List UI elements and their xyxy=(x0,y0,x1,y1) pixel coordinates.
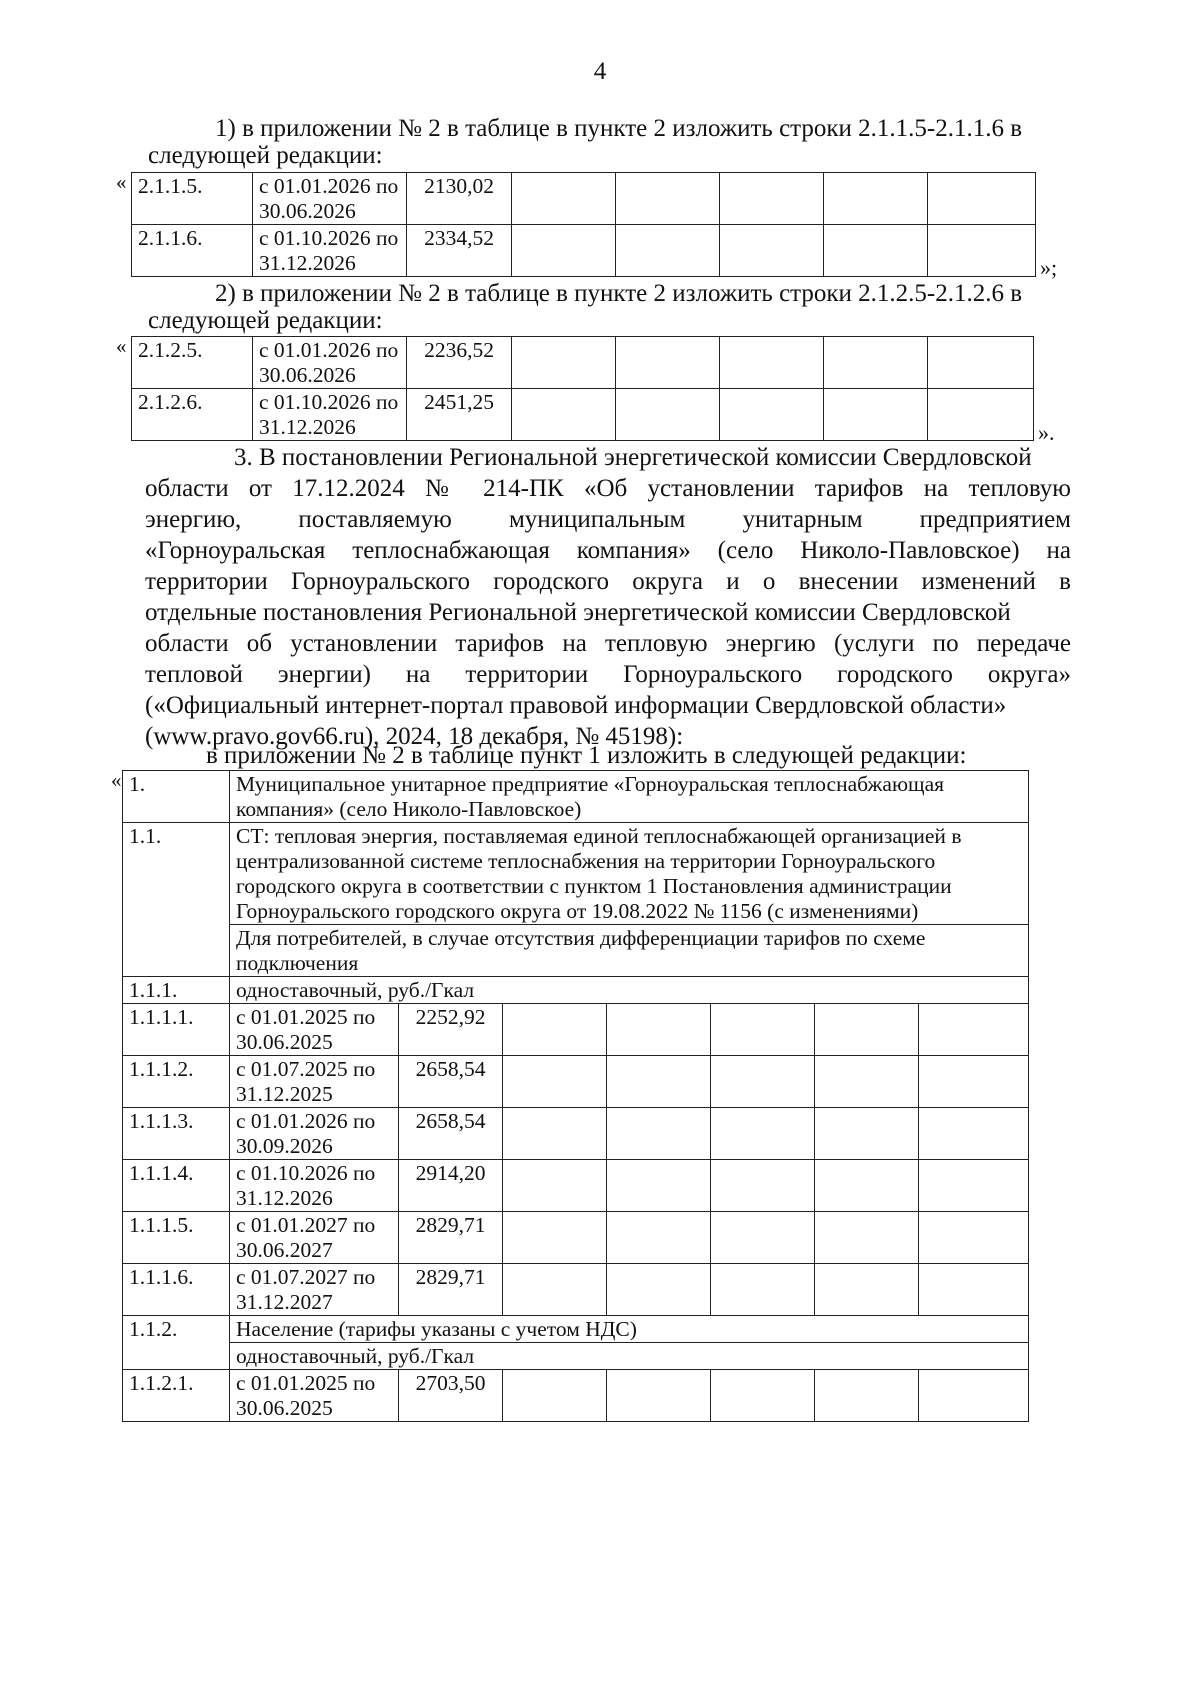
section2-intro-line2: следующей редакции: xyxy=(148,307,383,334)
row-period: с 01.10.2026 по 31.12.2026 xyxy=(253,389,407,441)
empty-cell xyxy=(607,1108,711,1160)
row-code: 2.1.2.6. xyxy=(132,389,253,441)
empty-cell xyxy=(919,1370,1029,1422)
section1-open-quote: « xyxy=(116,170,127,194)
empty-cell xyxy=(616,225,720,277)
empty-cell xyxy=(503,1108,607,1160)
paragraph-line: отдельные постановления Региональной энергетической комиссии Свердловской xyxy=(145,599,1011,626)
row-value: 2451,25 xyxy=(407,389,512,441)
empty-cell xyxy=(919,1056,1029,1108)
empty-cell xyxy=(919,1108,1029,1160)
empty-cell xyxy=(711,1264,815,1316)
section3-instruction: в приложении № 2 в таблице пункт 1 изложить в следующей редакции: xyxy=(206,742,967,769)
empty-cell xyxy=(711,1108,815,1160)
empty-cell xyxy=(815,1004,919,1056)
row-period: с 01.10.2026 по 31.12.2026 xyxy=(253,225,407,277)
row-code: 1. xyxy=(123,771,230,823)
empty-cell xyxy=(928,173,1036,225)
paragraph-line: области об установлении тарифов на тепловую энергию (услуги по передаче xyxy=(145,630,1071,657)
section3-open-quote: « xyxy=(111,768,122,792)
table-row xyxy=(123,1264,1029,1316)
row-text: одноставочный, руб./Гкал xyxy=(230,977,1029,1004)
paragraph-line: территории Горноуральского городского округа и о внесении изменений в xyxy=(145,568,1071,595)
row-value: 2914,20 xyxy=(399,1160,503,1212)
empty-cell xyxy=(919,1264,1029,1316)
empty-cell xyxy=(720,337,824,389)
row-code: 1.1.2. xyxy=(123,1316,230,1370)
row-period: с 01.01.2026 по 30.06.2026 xyxy=(253,173,407,225)
section1-intro-line2: следующей редакции: xyxy=(148,142,383,169)
empty-cell xyxy=(815,1212,919,1264)
table-row xyxy=(123,925,1029,977)
empty-cell xyxy=(824,337,928,389)
empty-cell xyxy=(919,1004,1029,1056)
empty-cell xyxy=(616,389,720,441)
section1-table xyxy=(131,172,1036,277)
row-value: 2658,54 xyxy=(399,1108,503,1160)
row-code: 1.1.1.4. xyxy=(123,1160,230,1212)
empty-cell xyxy=(607,1264,711,1316)
row-code: 1.1.1. xyxy=(123,977,230,1004)
row-value: 2829,71 xyxy=(399,1264,503,1316)
empty-cell xyxy=(503,1004,607,1056)
row-period: с 01.07.2027 по 31.12.2027 xyxy=(230,1264,399,1316)
row-code: 2.1.1.6. xyxy=(132,225,253,277)
empty-cell xyxy=(824,173,928,225)
table-row xyxy=(123,1056,1029,1108)
section3-paragraph xyxy=(145,442,1071,752)
section2-open-quote: « xyxy=(116,334,127,358)
empty-cell xyxy=(503,1264,607,1316)
section2-table xyxy=(131,336,1034,441)
empty-cell xyxy=(512,389,616,441)
empty-cell xyxy=(616,173,720,225)
empty-cell xyxy=(815,1264,919,1316)
row-period: с 01.07.2025 по 31.12.2025 xyxy=(230,1056,399,1108)
row-code: 1.1.1.6. xyxy=(123,1264,230,1316)
empty-cell xyxy=(928,225,1036,277)
row-code: 1.1.1.2. xyxy=(123,1056,230,1108)
row-value: 2829,71 xyxy=(399,1212,503,1264)
empty-cell xyxy=(720,389,824,441)
table-row xyxy=(123,771,1029,823)
empty-cell xyxy=(503,1056,607,1108)
table-row xyxy=(132,389,1034,441)
section1-intro-line1: 1) в приложении № 2 в таблице в пункте 2 изложить строки 2.1.1.5-2.1.1.6 в xyxy=(215,115,1023,142)
row-period: с 01.10.2026 по 31.12.2026 xyxy=(230,1160,399,1212)
table-row xyxy=(132,337,1034,389)
empty-cell xyxy=(815,1108,919,1160)
row-period: с 01.01.2026 по 30.06.2026 xyxy=(253,337,407,389)
empty-cell xyxy=(607,1004,711,1056)
empty-cell xyxy=(711,1160,815,1212)
empty-cell xyxy=(503,1212,607,1264)
empty-cell xyxy=(711,1370,815,1422)
row-value: 2334,52 xyxy=(407,225,512,277)
section1-close-quote: »; xyxy=(1040,255,1058,280)
empty-cell xyxy=(928,389,1034,441)
table-row xyxy=(123,1370,1029,1422)
table-row xyxy=(123,1316,1029,1343)
row-period: с 01.01.2026 по 30.09.2026 xyxy=(230,1108,399,1160)
empty-cell xyxy=(711,1056,815,1108)
table-row xyxy=(123,1212,1029,1264)
table-row xyxy=(123,1004,1029,1056)
empty-cell xyxy=(928,337,1034,389)
empty-cell xyxy=(711,1212,815,1264)
empty-cell xyxy=(512,173,616,225)
table-row xyxy=(132,225,1036,277)
row-value: 2252,92 xyxy=(399,1004,503,1056)
table-row xyxy=(132,173,1036,225)
empty-cell xyxy=(720,173,824,225)
row-subtext: одноставочный, руб./Гкал xyxy=(230,1343,1029,1370)
empty-cell xyxy=(512,337,616,389)
empty-cell xyxy=(503,1160,607,1212)
empty-cell xyxy=(512,225,616,277)
paragraph-line: области от 17.12.2024 № 214-ПК «Об установлении тарифов на тепловую xyxy=(145,475,1071,502)
empty-cell xyxy=(616,337,720,389)
row-code: 2.1.2.5. xyxy=(132,337,253,389)
empty-cell xyxy=(815,1370,919,1422)
paragraph-line: энергию, поставляемую муниципальным унитарным предприятием xyxy=(145,506,1071,533)
empty-cell xyxy=(711,1004,815,1056)
paragraph-line: («Официальный интернет-портал правовой информации Свердловской области» xyxy=(145,692,1007,719)
row-value: 2658,54 xyxy=(399,1056,503,1108)
row-value: 2236,52 xyxy=(407,337,512,389)
row-text: Муниципальное унитарное предприятие «Горноуральская теплоснабжающая компания» (село Николо-Павловское) xyxy=(230,771,1029,823)
row-code: 1.1.1.3. xyxy=(123,1108,230,1160)
row-value: 2130,02 xyxy=(407,173,512,225)
row-code: 1.1.1.1. xyxy=(123,1004,230,1056)
row-code: 2.1.1.5. xyxy=(132,173,253,225)
empty-cell xyxy=(815,1160,919,1212)
empty-cell xyxy=(607,1370,711,1422)
empty-cell xyxy=(607,1212,711,1264)
table-row xyxy=(123,977,1029,1004)
row-period: с 01.01.2027 по 30.06.2027 xyxy=(230,1212,399,1264)
row-period: с 01.01.2025 по 30.06.2025 xyxy=(230,1004,399,1056)
table-row xyxy=(123,1343,1029,1370)
row-code: 1.1.2.1. xyxy=(123,1370,230,1422)
table-row xyxy=(123,823,1029,925)
paragraph-line: тепловой энергии) на территории Горноуральского городского округа» xyxy=(145,661,1071,688)
row-value: 2703,50 xyxy=(399,1370,503,1422)
table-row xyxy=(123,1108,1029,1160)
empty-cell xyxy=(919,1212,1029,1264)
empty-cell xyxy=(720,225,824,277)
paragraph-line: «Горноуральская теплоснабжающая компания» (село Николо-Павловское) на xyxy=(145,537,1071,564)
empty-cell xyxy=(607,1056,711,1108)
row-code: 1.1. xyxy=(123,823,230,977)
section2-close-quote: ». xyxy=(1038,420,1055,445)
section3-table xyxy=(122,770,1029,1422)
page-number: 4 xyxy=(593,58,607,85)
empty-cell xyxy=(607,1160,711,1212)
empty-cell xyxy=(503,1370,607,1422)
paragraph-line: (www.pravo.gov66.ru), 2024, 18 декабря, № 45198): xyxy=(145,723,684,750)
row-text: СТ: тепловая энергия, поставляемая единой теплоснабжающей организацией в централизованной системе теплоснабжения на территории Горноуральского городского округа в соответствии с пунктом 1 Постановления администрации Горноуральского городского округа от 19.08.2022 № 1156 (с изменениями) xyxy=(230,823,1029,925)
paragraph-line: 3. В постановлении Региональной энергетической комиссии Свердловской xyxy=(234,444,1032,471)
table-row xyxy=(123,1160,1029,1212)
row-period: с 01.01.2025 по 30.06.2025 xyxy=(230,1370,399,1422)
row-code: 1.1.1.5. xyxy=(123,1212,230,1264)
empty-cell xyxy=(824,225,928,277)
section2-intro-line1: 2) в приложении № 2 в таблице в пункте 2 изложить строки 2.1.2.5-2.1.2.6 в xyxy=(215,280,1023,307)
empty-cell xyxy=(815,1056,919,1108)
empty-cell xyxy=(919,1160,1029,1212)
row-text: Население (тарифы указаны с учетом НДС) xyxy=(230,1316,1029,1343)
empty-cell xyxy=(824,389,928,441)
row-subtext: Для потребителей, в случае отсутствия дифференциации тарифов по схеме подключения xyxy=(230,925,1029,977)
